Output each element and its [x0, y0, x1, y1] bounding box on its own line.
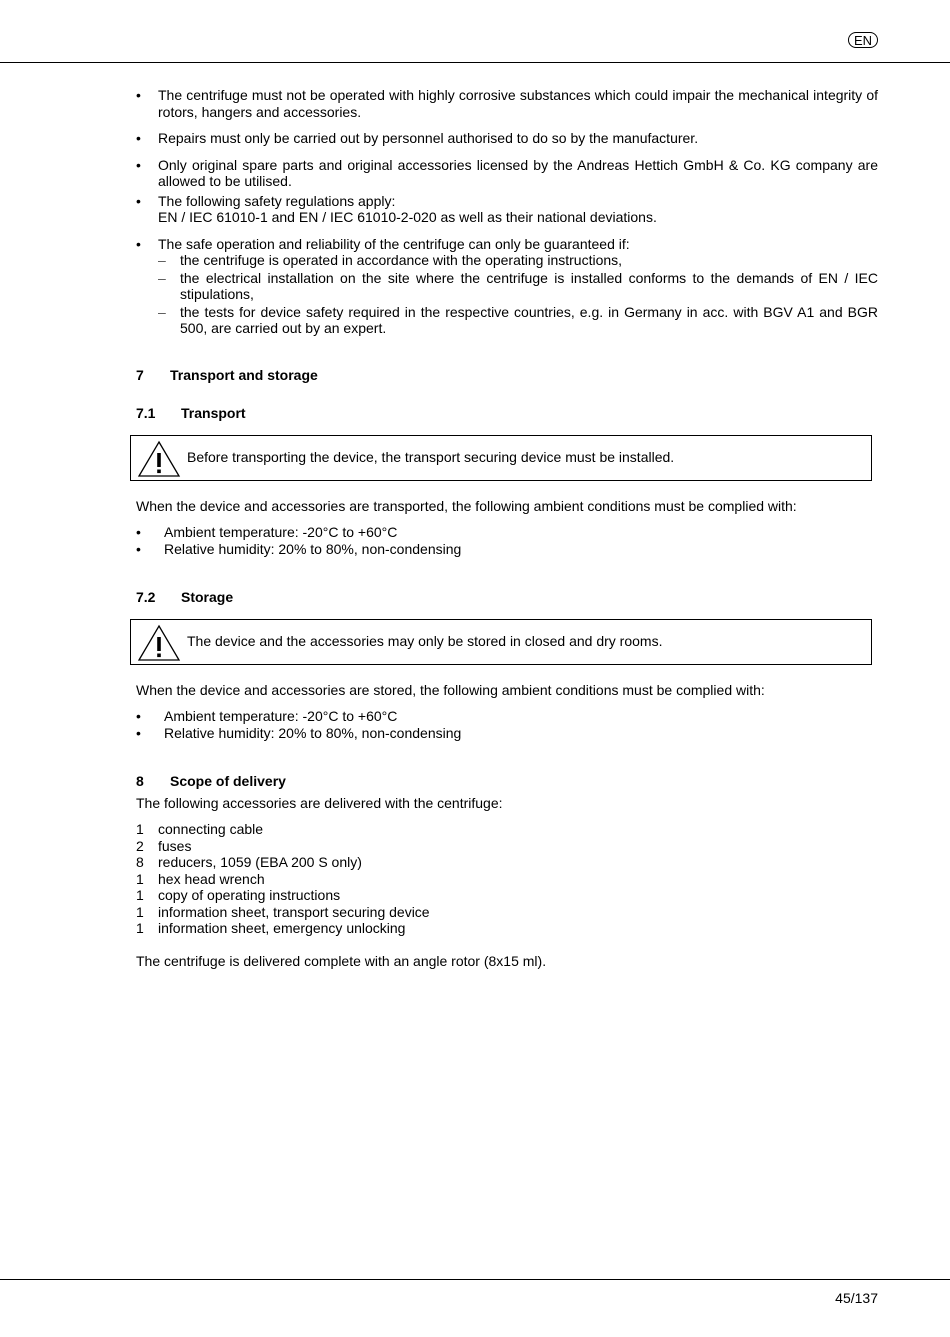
delivery-description: information sheet, emergency unlocking	[158, 920, 406, 936]
section-title: Storage	[181, 589, 234, 605]
storage-conditions-list	[136, 708, 878, 741]
reliability-condition: – the tests for device safety required in the respective countries, e.g. in Germany in acc. with BGV A1 and BGR 500, are carried out by an expert.	[158, 304, 878, 337]
delivery-item	[136, 854, 878, 871]
section-number: 7.2	[136, 589, 156, 605]
delivery-quantity: 1	[136, 920, 144, 936]
delivery-item	[136, 887, 878, 904]
delivery-item	[136, 920, 878, 937]
delivery-item	[136, 838, 878, 855]
regulations-intro: • The following safety regulations apply:	[158, 192, 396, 209]
transport-conditions-list	[136, 524, 878, 557]
page-content	[136, 87, 878, 969]
reliability-condition-list	[158, 252, 878, 337]
warning-triangle-icon	[137, 624, 181, 662]
delivery-item	[136, 904, 878, 921]
delivery-quantity: 1	[136, 870, 144, 887]
delivery-description: hex head wrench	[158, 870, 265, 887]
ambient-condition: • Ambient temperature: -20°C to +60°C	[136, 708, 878, 725]
footer-rule	[0, 1279, 950, 1280]
delivery-quantity: 1	[136, 887, 144, 903]
safety-bullet-list	[136, 87, 878, 337]
reliability-condition: – the electrical installation on the site where the centrifuge is installed conforms to the demands of EN / IEC stipulations,	[158, 270, 878, 303]
section-title: Transport and storage	[170, 366, 318, 383]
delivery-closing-note: The centrifuge is delivered complete with an angle rotor (8x15 ml).	[136, 952, 547, 969]
delivery-description: information sheet, transport securing device	[158, 903, 430, 920]
delivery-quantity: 2	[136, 837, 144, 854]
section-number: 7.1	[136, 405, 156, 421]
safety-regulations-bullet	[136, 193, 878, 226]
ambient-condition: • Relative humidity: 20% to 80%, non-condensing	[136, 541, 878, 558]
delivery-quantity: 1	[136, 821, 144, 837]
safety-bullet: • Repairs must only be carried out by personnel authorised to do so by the manufacturer.	[136, 130, 878, 147]
delivery-list	[136, 821, 878, 937]
ambient-condition: • Relative humidity: 20% to 80%, non-condensing	[136, 725, 878, 742]
delivery-intro: The following accessories are delivered with the centrifuge:	[136, 794, 503, 811]
page-number: 45/137	[835, 1290, 878, 1306]
delivery-quantity: 8	[136, 854, 144, 870]
warning-text: Before transporting the device, the transport securing device must be installed.	[187, 449, 675, 466]
warning-text: The device and the accessories may only be stored in closed and dry rooms.	[187, 633, 663, 650]
section-7-1-heading	[136, 405, 878, 422]
delivery-description: copy of operating instructions	[158, 887, 341, 903]
section-number: 7	[136, 366, 144, 383]
ambient-condition: • Ambient temperature: -20°C to +60°C	[136, 524, 878, 541]
section-title: Scope of delivery	[170, 773, 286, 789]
storage-warning-box	[130, 619, 872, 665]
delivery-quantity: 1	[136, 903, 144, 920]
section-title: Transport	[181, 405, 246, 421]
header-rule	[0, 62, 950, 63]
section-number: 8	[136, 773, 144, 789]
delivery-description: fuses	[158, 837, 192, 854]
reliability-bullet	[136, 236, 878, 337]
safety-bullet: • Only original spare parts and original accessories licensed by the Andreas Hettich GmbH & Co. KG company are allowed to be utilised.	[136, 157, 878, 190]
reliability-condition: – the centrifuge is operated in accordance with the operating instructions,	[158, 252, 878, 269]
section-7-heading	[136, 367, 878, 384]
safety-bullet: • The centrifuge must not be operated with highly corrosive substances which could impair the mechanical integrity of rotors, hangers and accessories.	[136, 87, 878, 120]
delivery-description: connecting cable	[158, 821, 264, 837]
section-7-2-heading	[136, 589, 878, 606]
section-8-heading	[136, 773, 878, 790]
delivery-item	[136, 821, 878, 838]
language-badge: EN	[848, 32, 878, 48]
storage-conditions-intro: When the device and accessories are stored, the following ambient conditions must be complied with:	[136, 681, 765, 698]
delivery-item	[136, 871, 878, 888]
transport-warning-box	[130, 435, 872, 481]
reliability-intro: • The safe operation and reliability of the centrifuge can only be guaranteed if:	[158, 235, 630, 252]
warning-triangle-icon	[137, 440, 181, 478]
regulations-standards: EN / IEC 61010-1 and EN / IEC 61010-2-020 as well as their national deviations.	[158, 209, 657, 225]
transport-conditions-intro: When the device and accessories are transported, the following ambient conditions must be complied with:	[136, 497, 797, 514]
delivery-description: reducers, 1059 (EBA 200 S only)	[158, 854, 362, 870]
